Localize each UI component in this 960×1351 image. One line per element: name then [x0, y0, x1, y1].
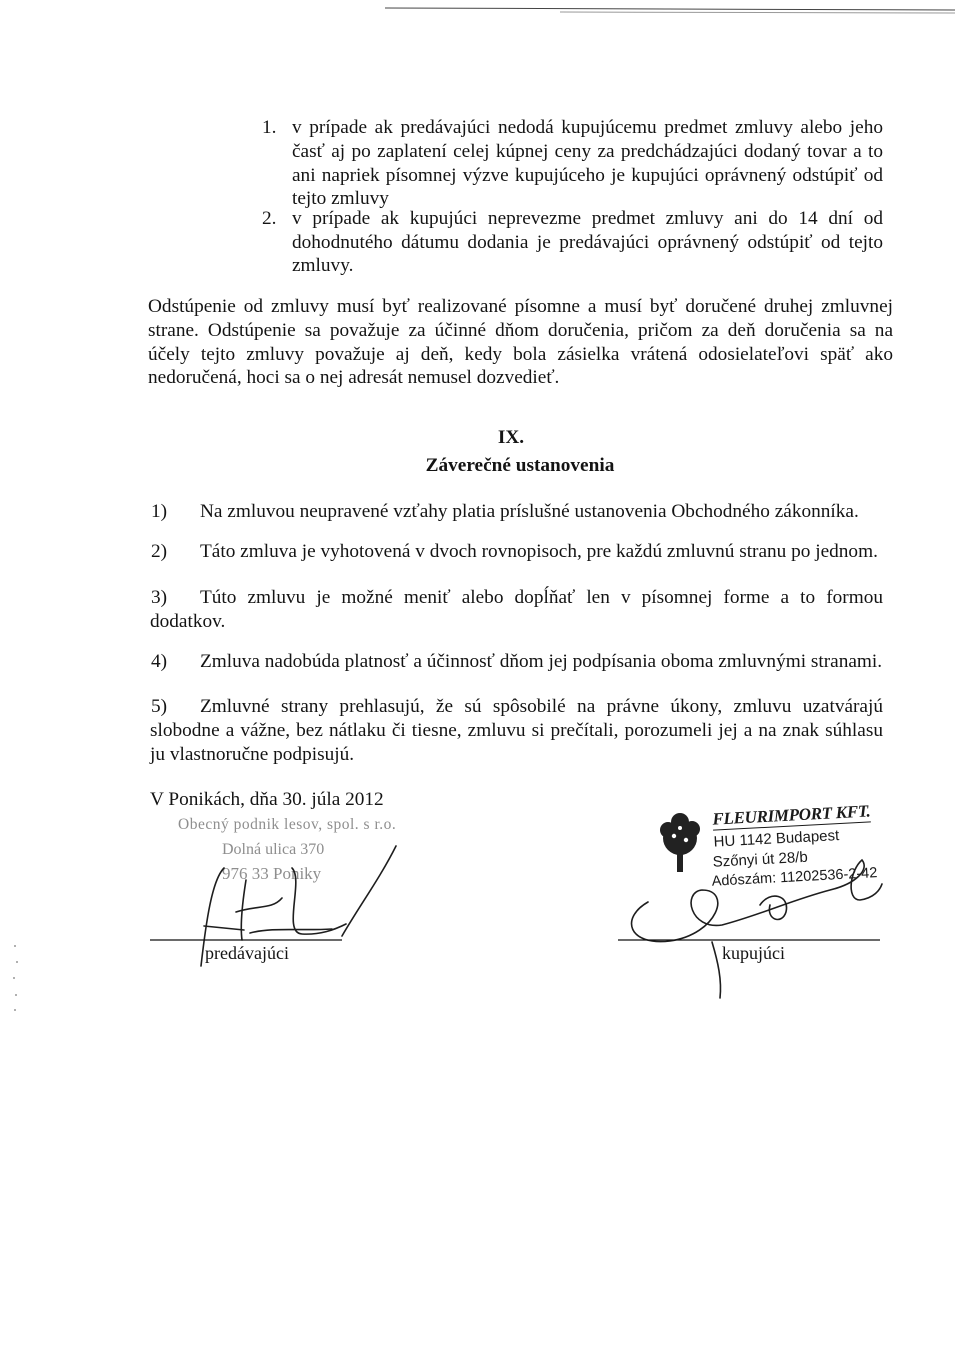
clause-line: časť aj po zaplatení celej kúpnej ceny za predchádzajúci dodaný tovar a to: [292, 141, 883, 162]
provision-line: slobodne a vážne, bez nátlaku či tiesne, zmluvu si prečítali, porozumeli jej a na znak súhlasu: [150, 720, 883, 741]
seller-role-label: predávajúci: [205, 943, 289, 963]
buyer-stamp-line: FLEURIMPORT KFT.: [711, 801, 871, 829]
seller-stamp-line: 976 33 Poniky: [222, 864, 322, 883]
provision-line: Túto zmluvu je možné meniť alebo dopĺňať len v písomnej forme a to formou: [200, 587, 883, 608]
provision-line: dodatkov.: [150, 611, 226, 632]
provision-number: 3): [151, 587, 168, 608]
buyer-stamp-line: HU 1142 Budapest: [713, 827, 840, 851]
provision-line: Zmluvné strany prehlasujú, že sú spôsobilé na právne úkony, zmluvu uzatvárajú: [200, 696, 883, 717]
buyer-stamp-line: Szőnyi út 28/b: [712, 848, 809, 871]
clause-number: 1.: [262, 117, 277, 138]
provision-number: 4): [151, 651, 168, 672]
clause-line: tejto zmluvy: [292, 188, 389, 209]
notice-line: Odstúpenie od zmluvy musí byť realizované písomne a musí byť doručené druhej zmluvnej: [148, 296, 893, 317]
section-number: IX.: [497, 427, 525, 448]
provision-line: Táto zmluva je vyhotovená v dvoch rovnopisoch, pre každú zmluvnú stranu po jednom.: [200, 541, 878, 562]
buyer-stamp: [706, 801, 890, 900]
buyer-role-label: kupujúci: [722, 943, 785, 963]
place-date: V Ponikách, dňa 30. júla 2012: [150, 789, 384, 810]
clause-line: ani napriek písomnej výzve kupujúceho je kupujúci oprávnený odstúpiť od: [292, 165, 883, 186]
provision-number: 5): [151, 696, 168, 717]
provision-number: 1): [151, 501, 168, 522]
notice-line: strane. Odstúpenie sa považuje za účinné dňom doručenia, pričom za deň doručenia sa na: [148, 320, 893, 341]
notice-line: nedoručená, hoci sa o nej adresát nemusel dozvedieť.: [148, 367, 560, 388]
notice-line: účely tejto zmluvy považuje aj deň, kedy bola zásielka vrátená odosielateľovi späť ako: [148, 344, 893, 365]
seller-stamp-line: Dolná ulica 370: [222, 841, 325, 858]
clause-line: dohodnutého dátumu dodania je predávajúci oprávnený odstúpiť od tejto: [292, 232, 883, 253]
provision-number: 2): [151, 541, 168, 562]
scan-specks: [0, 0, 40, 1351]
clause-line: v prípade ak predávajúci nedodá kupujúcemu predmet zmluvy alebo jeho: [292, 117, 883, 138]
provision-line: Na zmluvou neupravené vzťahy platia príslušné ustanovenia Obchodného zákonníka.: [200, 501, 859, 522]
provision-line: ju vlastnoručne podpisujú.: [150, 744, 355, 765]
provision-line: Zmluva nadobúda platnosť a účinnosť dňom jej podpísania oboma zmluvnými stranami.: [200, 651, 883, 672]
seller-stamp-line: Obecný podnik lesov, spol. s r.o.: [178, 816, 397, 833]
section-title: Záverečné ustanovenia: [425, 455, 615, 476]
clause-line: zmluvy.: [292, 255, 354, 276]
clause-line: v prípade ak kupujúci neprevezme predmet zmluvy ani do 14 dní od: [292, 208, 883, 229]
buyer-stamp-line: Adószám: 11202536-2-42: [711, 865, 878, 890]
scan-edge-lines: [0, 0, 960, 30]
clause-number: 2.: [262, 208, 277, 229]
